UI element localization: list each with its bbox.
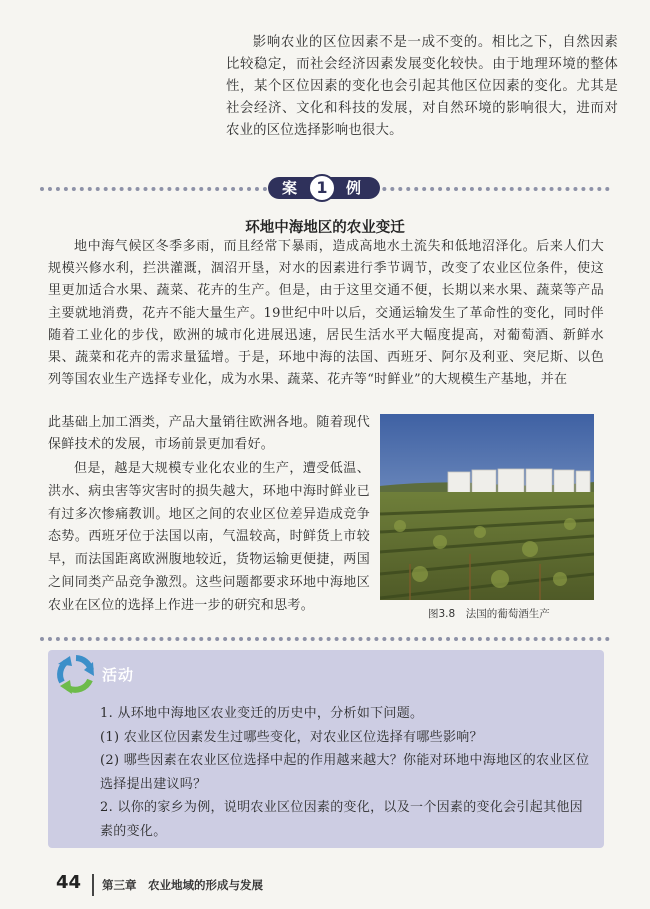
case-title: 环地中海地区的农业变迁: [245, 220, 405, 236]
footer-divider: [92, 874, 94, 896]
case-number: 1: [308, 174, 336, 202]
case-paragraph-1-bottom: [48, 412, 370, 456]
activity-question-1: 1. 从环地中海地区农业变迁的历史中，分析如下问题。: [100, 706, 424, 721]
section-divider-bottom: [40, 637, 610, 641]
figure-caption: 图3.8 法国的葡萄酒生产: [428, 608, 550, 620]
intro-text: 影响农业的区位因素不是一成不变的。相比之下，自然因素比较稳定，而社会经济因素发展变化较快。由于地理环境的整体性，某个区位因素的变化也会引起其他区位因素的变化。尤其是社会经济、文化和科技的发展，对自然环境的影响很大，进而对农业的区位选择影响也很大。: [226, 35, 618, 138]
case-paragraph-2: [48, 458, 370, 618]
case-label-left: 案: [282, 179, 298, 197]
case-label-right: 例: [346, 179, 362, 197]
case-paragraph-1-top: [48, 236, 604, 391]
page-number: 44: [56, 872, 82, 893]
wine-production-photo: [380, 414, 594, 600]
activity-question-1b: (2) 哪些因素在农业区位选择中起的作用越来越大？你能对环地中海地区的农业区位选择提出建议吗？: [100, 753, 590, 792]
activity-question-1a: (1) 农业区位因素发生过哪些变化，对农业区位选择有哪些影响？: [100, 729, 483, 745]
chapter-title: 第三章 农业地域的形成与发展: [102, 878, 263, 892]
case-banner: [268, 174, 380, 202]
activity-questions: [100, 702, 590, 843]
case-text-p1-bottom: 此基础上加工酒类，产品大量销往欧洲各地。随着现代保鲜技术的发展，市场前景更加看好。: [48, 415, 370, 453]
activity-label: 活动: [102, 666, 135, 684]
intro-paragraph: [226, 32, 618, 142]
recycle-arrows-icon: [56, 654, 96, 694]
activity-question-2: 2. 以你的家乡为例，说明农业区位因素的变化，以及一个因素的变化会引起其他因素的变化。: [100, 800, 583, 839]
case-text-p1-top: 地中海气候区冬季多雨，而且经常下暴雨，造成高地水土流失和低地沼泽化。后来人们大规模兴修水利，拦洪灌溉，涸沼开垦，对水的因素进行季节调节，改变了农业区位条件，使这里更加适合水果、蔬菜、花卉的生产。但是，由于这里交通不便，长期以来水果、蔬菜等产品主要就地消费，花卉不能大量生产。19世纪中叶以后，交通运输发生了革命性的变化，同时伴随着工业化的步伐，欧洲的城市化进展迅速，居民生活水平大幅度提高，对葡萄酒、新鲜水果、蔬菜和花卉的需求量猛增。于是，环地中海的法国、西班牙、阿尔及利亚、突尼斯、以色列等国农业生产选择专业化，成为水果、蔬菜、花卉等“时鲜业”的大规模生产基地，并在: [48, 239, 604, 388]
case-text-p2: 但是，越是大规模专业化农业的生产，遭受低温、洪水、病虫害等灾害时的损失越大，环地中海时鲜业已有过多次惨痛教训。地区之间的农业区位差异造成竞争态势。西班牙位于法国以南，气温较高，时鲜货上市较早，而法国距离欧洲腹地较近，货物运输更便捷，两国之间同类产品竞争激烈。这些问题都要求环地中海地区农业在区位的选择上作进一步的研究和思考。: [48, 461, 370, 613]
